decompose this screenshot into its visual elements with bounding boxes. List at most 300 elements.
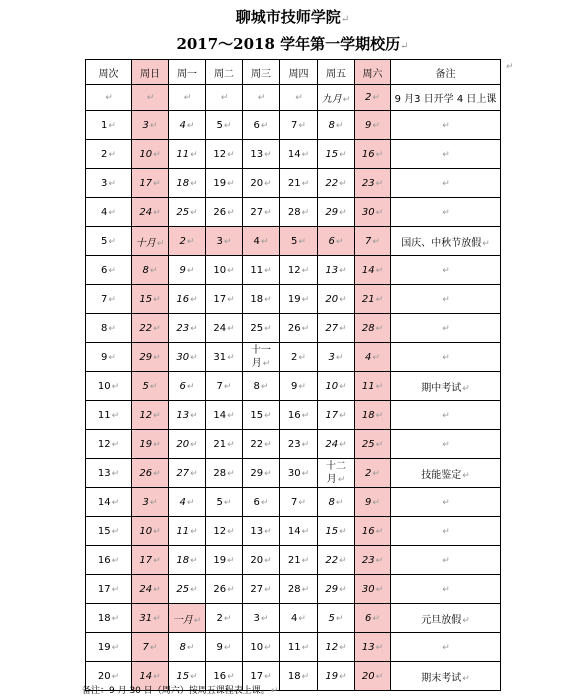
- cell-note: [391, 314, 501, 343]
- cell-note: [391, 575, 501, 604]
- cell-thu: [280, 372, 318, 401]
- return-mark-icon: ↵: [339, 294, 347, 305]
- return-mark-icon: ↵: [298, 381, 306, 392]
- return-mark-icon: ↵: [186, 381, 195, 392]
- cell-mon: [169, 372, 206, 401]
- return-mark-icon: ↵: [375, 642, 384, 653]
- cell-sat: [355, 604, 391, 633]
- cell-week: [86, 488, 132, 517]
- cell-mon-text: 11: [176, 148, 190, 160]
- cell-note: [391, 662, 501, 691]
- cell-sun: [132, 459, 169, 488]
- return-mark-icon: ↵: [149, 642, 158, 653]
- cell-sat-text: 16: [361, 148, 375, 160]
- cell-wed: [243, 546, 280, 575]
- return-mark-icon: ↵: [108, 236, 116, 247]
- return-mark-icon: ↵: [301, 178, 310, 189]
- cell-wed-text: 8: [253, 380, 260, 392]
- cell-week-text: 18: [97, 612, 111, 624]
- cell-thu-text: 28: [287, 583, 301, 595]
- return-mark-icon: ↵: [111, 584, 120, 595]
- cell-sat-text: 23: [361, 554, 375, 566]
- return-mark-icon: ↵: [190, 149, 198, 160]
- return-mark-icon: ↵: [153, 178, 161, 189]
- cell-fri: [318, 372, 355, 401]
- return-mark-icon: ↵: [339, 323, 347, 334]
- return-mark-icon: ↵: [375, 526, 384, 537]
- cell-sat-text: 9: [365, 496, 372, 508]
- cell-week-text: 16: [97, 554, 111, 566]
- cell-sun-text: 22: [139, 322, 153, 334]
- cell-mon: [169, 488, 206, 517]
- return-mark-icon: ↵: [190, 468, 198, 479]
- cell-sat: [355, 430, 391, 459]
- cell-fri-text: 十二 月: [326, 460, 346, 485]
- cell-mon: [169, 111, 206, 140]
- cell-note: [391, 169, 501, 198]
- week-row: [86, 314, 501, 343]
- cell-sun: [132, 314, 169, 343]
- cell-week: [86, 604, 132, 633]
- cell-fri: [318, 256, 355, 285]
- return-mark-icon: ↵: [223, 497, 232, 508]
- return-mark-icon: ↵: [190, 323, 198, 334]
- footnote-text: 备注：9 月 30 日（周六）按周五课程表上课。: [82, 686, 270, 696]
- return-mark-icon: ↵: [153, 613, 161, 624]
- header-thu: 周四: [280, 60, 318, 85]
- return-mark-icon: ↵: [339, 207, 347, 218]
- week-row: [86, 169, 501, 198]
- cell-sat-text: 9: [365, 119, 372, 131]
- cell-sat-text: 4: [365, 351, 372, 363]
- return-mark-icon: ↵: [108, 207, 116, 218]
- return-mark-icon: ↵: [260, 381, 269, 392]
- cell-tue: [206, 401, 243, 430]
- cell-sat: [355, 488, 391, 517]
- cell-sun: [132, 169, 169, 198]
- cell-sun: [132, 256, 169, 285]
- cell-tue: [206, 488, 243, 517]
- header-fri: 周五: [318, 60, 355, 85]
- cell-sat-text: 14: [361, 264, 375, 276]
- cell-note: [391, 517, 501, 546]
- return-mark-icon: ↵: [190, 352, 198, 363]
- return-mark-icon: ↵: [108, 294, 116, 305]
- return-mark-icon: ↵: [335, 236, 344, 247]
- cell-sun-text: 17: [139, 177, 153, 189]
- cell-sun-text: 十月: [135, 237, 156, 249]
- return-mark-icon: ↵: [375, 555, 384, 566]
- return-mark-icon: ↵: [372, 613, 380, 624]
- cell-thu: [280, 633, 318, 662]
- return-mark-icon: ↵: [111, 439, 120, 450]
- return-mark-icon: ↵: [442, 120, 450, 131]
- return-mark-icon: ↵: [442, 497, 450, 508]
- cell-mon-text: 15: [176, 670, 190, 682]
- cell-fri: [318, 604, 355, 633]
- cell-sun-text: 14: [139, 670, 153, 682]
- cell-week-text: 6: [101, 264, 108, 276]
- cell-tue: [206, 546, 243, 575]
- cell-wed: [243, 111, 280, 140]
- return-mark-icon: ↵: [375, 410, 384, 421]
- cell-sat: [355, 633, 391, 662]
- return-mark-icon: ↵: [298, 352, 306, 363]
- return-mark-icon: ↵: [264, 410, 272, 421]
- week-row: [86, 343, 501, 372]
- return-mark-icon: ↵: [264, 642, 272, 653]
- return-mark-icon: ↵: [339, 671, 347, 682]
- week-row: [86, 517, 501, 546]
- cell-sun-text: 17: [139, 554, 153, 566]
- return-mark-icon: ↵: [339, 555, 347, 566]
- week-row: [86, 575, 501, 604]
- return-mark-icon: ↵: [108, 120, 116, 131]
- return-mark-icon: ↵: [442, 207, 450, 218]
- cell-fri-text: 13: [325, 264, 339, 276]
- cell-fri: [318, 488, 355, 517]
- return-mark-icon: ↵: [227, 352, 235, 363]
- cell-sun: [132, 285, 169, 314]
- cell-thu-text: 19: [287, 293, 301, 305]
- cell-sun-text: 5: [142, 380, 149, 392]
- cell-sun: [132, 488, 169, 517]
- cell-mon-text: 6: [179, 380, 186, 392]
- cell-week-text: 4: [101, 206, 108, 218]
- return-mark-icon: ↵: [264, 294, 272, 305]
- return-mark-icon: ↵: [442, 265, 450, 276]
- return-mark-icon: ↵: [264, 207, 272, 218]
- cell-wed: ↵: [243, 85, 280, 111]
- week-row: [86, 285, 501, 314]
- cell-note: [391, 256, 501, 285]
- cell-fri: [318, 459, 355, 488]
- return-mark-icon: ↵: [339, 149, 347, 160]
- cell-sat: [355, 517, 391, 546]
- cell-tue-text: 5: [216, 119, 223, 131]
- cell-tue: [206, 314, 243, 343]
- cell-wed-text: 3: [253, 612, 260, 624]
- cell-mon-text: 23: [176, 322, 190, 334]
- cell-tue: [206, 198, 243, 227]
- return-mark-icon: ↵: [227, 207, 235, 218]
- cell-sat: [355, 285, 391, 314]
- return-mark-icon: ↵: [262, 358, 271, 369]
- return-mark-icon: ↵: [227, 526, 235, 537]
- return-mark-icon: ↵: [301, 410, 310, 421]
- return-mark-icon: ↵: [375, 584, 384, 595]
- cell-thu: [280, 111, 318, 140]
- return-mark-icon: ↵: [339, 410, 347, 421]
- return-mark-icon: ↵: [375, 671, 384, 682]
- cell-fri: [318, 314, 355, 343]
- cell-week-text: 14: [97, 496, 111, 508]
- return-mark-icon: ↵: [111, 468, 120, 479]
- cell-note-text: 期中考试: [421, 382, 462, 394]
- cell-tue-text: 14: [213, 409, 227, 421]
- cell-mon-text: 8: [179, 641, 186, 653]
- cell-sat: [355, 459, 391, 488]
- cell-sat-text: 11: [361, 380, 375, 392]
- return-mark-icon: ↵: [153, 410, 161, 421]
- return-mark-icon: ↵: [111, 381, 120, 392]
- cell-sun-text: 24: [139, 206, 153, 218]
- cell-fri: [318, 111, 355, 140]
- cell-fri-text: 22: [325, 177, 339, 189]
- cell-week-text: 15: [97, 525, 111, 537]
- cell-sat: 2↵: [355, 85, 391, 111]
- cell-sat-text: 20: [361, 670, 375, 682]
- return-mark-icon: ↵: [264, 265, 272, 276]
- page-title: [0, 6, 585, 27]
- cell-mon: [169, 256, 206, 285]
- cell-tue-text: 16: [213, 670, 227, 682]
- cell-week-text: 2: [101, 148, 108, 160]
- return-mark-icon: ↵: [190, 439, 198, 450]
- cell-note: [391, 401, 501, 430]
- cell-sat-text: 6: [365, 612, 372, 624]
- cell-mon-text: 11: [176, 525, 190, 537]
- return-mark-icon: ↵: [264, 671, 272, 682]
- cell-mon-text: 2: [179, 235, 186, 247]
- cell-week: [86, 546, 132, 575]
- cell-sun-text: 31: [139, 612, 153, 624]
- header-row: [86, 60, 501, 85]
- cell-thu-text: 14: [287, 525, 301, 537]
- cell-thu-text: 11: [287, 641, 301, 653]
- cell-mon: [169, 575, 206, 604]
- cell-mon-text: 一月: [172, 614, 193, 626]
- cell-thu: [280, 546, 318, 575]
- return-mark-icon: ↵: [260, 497, 269, 508]
- cell-sat: [355, 546, 391, 575]
- return-mark-icon: ↵: [375, 265, 384, 276]
- cell-sat: [355, 662, 391, 691]
- return-mark-icon: ↵: [339, 178, 347, 189]
- cell-thu: [280, 430, 318, 459]
- cell-thu: [280, 314, 318, 343]
- return-mark-icon: ↵: [298, 236, 306, 247]
- cell-week-text: 10: [97, 380, 111, 392]
- week-row: [86, 546, 501, 575]
- return-mark-icon: ↵: [223, 236, 232, 247]
- cell-note: [391, 430, 501, 459]
- cell-tue-text: 24: [213, 322, 227, 334]
- cell-fri-text: 8: [328, 119, 335, 131]
- cell-note: [391, 546, 501, 575]
- cell-wed-text: 27: [250, 206, 264, 218]
- cell-note: [391, 85, 501, 111]
- cell-thu-text: 7: [291, 119, 298, 131]
- return-mark-icon: ↵: [153, 584, 161, 595]
- return-mark-icon: ↵: [149, 265, 158, 276]
- cell-sun-text: 10: [139, 148, 153, 160]
- week-row: [86, 140, 501, 169]
- return-mark-icon: ↵: [264, 526, 272, 537]
- cell-mon: [169, 140, 206, 169]
- cell-mon-text: 16: [176, 293, 190, 305]
- return-mark-icon: ↵: [156, 238, 165, 249]
- return-mark-icon: ↵: [301, 265, 310, 276]
- cell-tue-text: 28: [213, 467, 227, 479]
- cell-thu: [280, 662, 318, 691]
- return-mark-icon: ↵: [301, 584, 310, 595]
- week-row: [86, 227, 501, 256]
- cell-tue-text: 10: [213, 264, 227, 276]
- cell-fri: [318, 227, 355, 256]
- return-mark-icon: ↵: [108, 265, 116, 276]
- cell-week: [86, 256, 132, 285]
- cell-thu-text: 23: [287, 438, 301, 450]
- cell-wed-text: 十一 月: [251, 344, 271, 369]
- return-mark-icon: ↵: [223, 120, 232, 131]
- cell-fri-text: 19: [325, 670, 339, 682]
- cell-wed: [243, 372, 280, 401]
- cell-wed-text: 6: [253, 119, 260, 131]
- return-mark-icon: ↵: [340, 14, 350, 25]
- return-mark-icon: ↵: [190, 584, 198, 595]
- cell-sat: [355, 198, 391, 227]
- return-mark-icon: ↵: [153, 439, 161, 450]
- return-mark-icon: ↵: [153, 555, 161, 566]
- cell-tue-text: 31: [213, 351, 227, 363]
- return-mark-icon: ↵: [153, 207, 161, 218]
- calendar-table: [85, 59, 501, 691]
- cell-sun: [132, 517, 169, 546]
- cell-week: [86, 575, 132, 604]
- cell-mon-text: 13: [176, 409, 190, 421]
- cell-fri: [318, 198, 355, 227]
- cell-fri-text: 九月: [321, 94, 342, 105]
- cell-week-text: 12: [97, 438, 111, 450]
- cell-sun: [132, 546, 169, 575]
- return-mark-icon: ↵: [227, 323, 235, 334]
- cell-thu: [280, 517, 318, 546]
- cell-sun-text: 26: [139, 467, 153, 479]
- cell-fri: [318, 140, 355, 169]
- cell-fri: [318, 575, 355, 604]
- cell-week: [86, 140, 132, 169]
- page-subtitle: [0, 33, 585, 54]
- cell-mon-text: 18: [176, 554, 190, 566]
- cell-note: [391, 111, 501, 140]
- cell-thu: [280, 459, 318, 488]
- return-mark-icon: ↵: [372, 236, 380, 247]
- cell-wed: [243, 459, 280, 488]
- cell-sun: ↵: [132, 85, 169, 111]
- return-mark-icon: ↵: [298, 613, 306, 624]
- cell-thu-text: 2: [291, 351, 298, 363]
- cell-thu: [280, 604, 318, 633]
- cell-mon-text: 20: [176, 438, 190, 450]
- cell-sat: [355, 343, 391, 372]
- cell-sun-text: 8: [142, 264, 149, 276]
- cell-tue: [206, 343, 243, 372]
- cell-sat-text: 7: [365, 235, 372, 247]
- cell-tue-text: 12: [213, 525, 227, 537]
- cell-note-text: 国庆、中秋节放假: [401, 237, 482, 249]
- cell-fri-text: 12: [325, 641, 339, 653]
- return-mark-icon: ↵: [462, 615, 470, 626]
- return-mark-icon: ↵: [375, 149, 384, 160]
- cell-tue: [206, 169, 243, 198]
- cell-fri: 九月↵: [318, 85, 355, 111]
- return-mark-icon: ↵: [190, 671, 198, 682]
- cell-fri-text: 17: [325, 409, 339, 421]
- cell-sat-text: 16: [361, 525, 375, 537]
- cell-fri-text: 27: [325, 322, 339, 334]
- header-sat: 周六: [355, 60, 391, 85]
- cell-week: [86, 372, 132, 401]
- cell-thu: [280, 169, 318, 198]
- return-mark-icon: ↵: [227, 439, 235, 450]
- return-mark-icon: ↵: [227, 178, 235, 189]
- cell-note: [391, 604, 501, 633]
- cell-note: [391, 633, 501, 662]
- cell-sun: [132, 372, 169, 401]
- cell-mon: [169, 546, 206, 575]
- return-mark-icon: ↵: [223, 613, 232, 624]
- cell-tue-text: 9: [216, 641, 223, 653]
- return-mark-icon: ↵: [462, 383, 470, 394]
- return-mark-icon: ↵: [264, 149, 272, 160]
- return-mark-icon: ↵: [193, 615, 202, 626]
- row-end-mark: ↵: [506, 62, 514, 72]
- cell-sat: [355, 256, 391, 285]
- cell-wed-text: 29: [250, 467, 264, 479]
- cell-tue: [206, 575, 243, 604]
- cell-sun: [132, 140, 169, 169]
- cell-mon: [169, 227, 206, 256]
- cell-week-text: 7: [101, 293, 108, 305]
- cell-week-text: 11: [97, 409, 111, 421]
- return-mark-icon: ↵: [442, 178, 450, 189]
- cell-thu-text: 28: [287, 206, 301, 218]
- return-mark-icon: ↵: [111, 671, 120, 682]
- cell-thu-text: 16: [287, 409, 301, 421]
- cell-tue-text: 17: [213, 293, 227, 305]
- cell-week-text: 9: [101, 351, 108, 363]
- return-mark-icon: ↵: [375, 207, 384, 218]
- return-mark-icon: ↵: [190, 410, 198, 421]
- return-mark-icon: ↵: [339, 526, 347, 537]
- cell-sun-text: 15: [139, 293, 153, 305]
- return-mark-icon: ↵: [153, 671, 161, 682]
- return-mark-icon: ↵: [301, 294, 310, 305]
- cell-week-text: 19: [97, 641, 111, 653]
- return-mark-icon: ↵: [442, 439, 450, 450]
- return-mark-icon: ↵: [375, 294, 384, 305]
- return-mark-icon: ↵: [375, 381, 384, 392]
- cell-mon: [169, 314, 206, 343]
- cell-note: [391, 343, 501, 372]
- cell-mon: [169, 285, 206, 314]
- cell-wed-text: 20: [250, 554, 264, 566]
- cell-week-text: 3: [101, 177, 108, 189]
- cell-sun: [132, 401, 169, 430]
- cell-wed: [243, 401, 280, 430]
- cell-week: ↵: [86, 85, 132, 111]
- header-note: 备注: [391, 60, 501, 85]
- cell-week-text: 20: [97, 670, 111, 682]
- cell-mon: [169, 604, 206, 633]
- cell-mon-text: 9: [179, 264, 186, 276]
- cell-fri-text: 24: [325, 438, 339, 450]
- week-row: [86, 459, 501, 488]
- cell-fri: [318, 401, 355, 430]
- cell-sat: [355, 227, 391, 256]
- cell-thu-text: 21: [287, 554, 301, 566]
